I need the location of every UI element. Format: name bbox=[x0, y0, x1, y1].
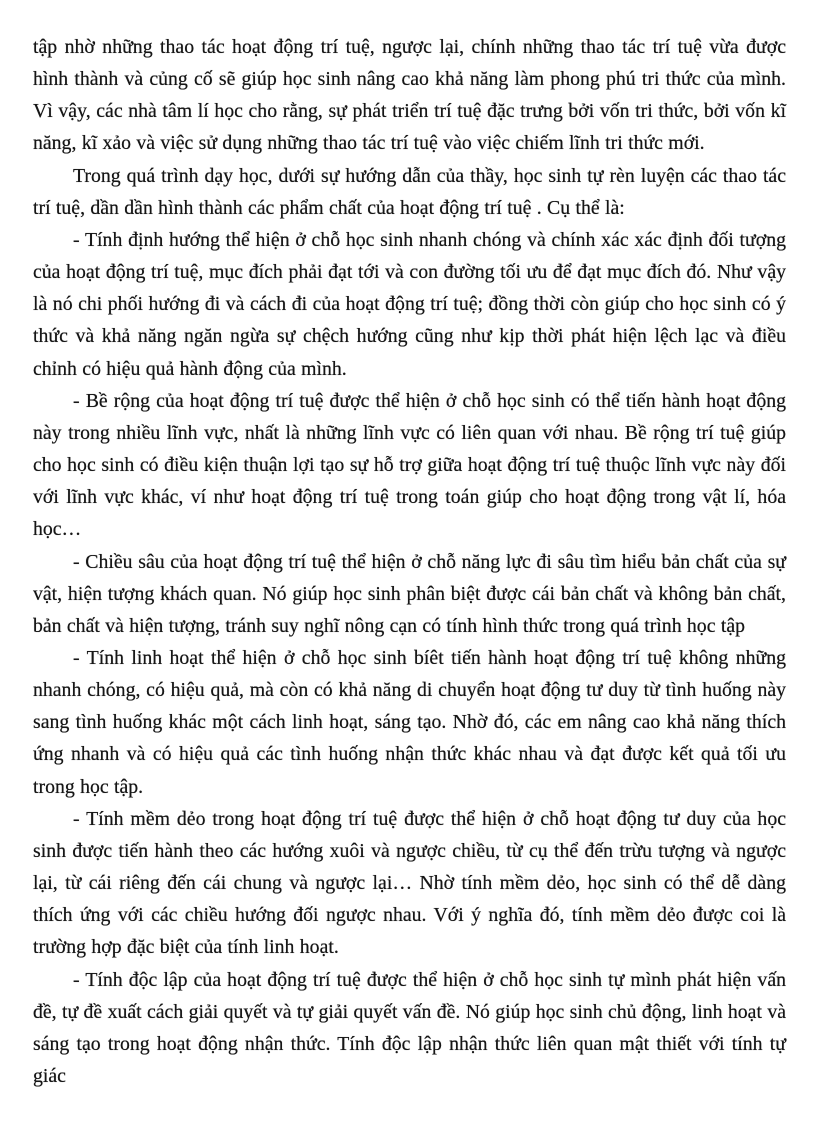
paragraph-continuation: tập nhờ những thao tác hoạt động trí tuệ, ngược lại, chính những thao tác trí tuệ vừa được hình thành và củng cố sẽ giúp học sinh nâng cao khả năng làm phong phú tri thức của mình. Vì vậy, các nhà tâm lí học cho rằng, sự phát triển trí tuệ đặc trưng bởi vốn tri thức, bởi vốn kĩ năng, kĩ xảo và việc sử dụng những thao tác trí tuệ vào việc chiếm lĩnh tri thức mới. bbox=[33, 36, 786, 155]
paragraph-tinh-mem-deo: - Tính mềm dẻo trong hoạt động trí tuệ được thể hiện ở chỗ hoạt động tư duy của học sinh được tiến hành theo các hướng xuôi và ngược chiều, từ cụ thể đến trừu tượng và ngược lại, từ cái riêng đến cái chung và ngược lại… Nhờ tính mềm dẻo, học sinh có thể dễ dàng thích ứng với các chiều hướng đối ngược nhau. Với ý nghĩa đó, tính mềm dẻo được coi là trường hợp đặc biệt của tính linh hoạt. bbox=[33, 807, 786, 959]
paragraph-tinh-dinh-huong: - Tính định hướng thể hiện ở chỗ học sinh nhanh chóng và chính xác xác định đối tượng của hoạt động trí tuệ, mục đích phải đạt tới và con đường tối ưu để đạt mục đích đó. Như vậy là nó chi phối hướng đi và cách đi của hoạt động trí tuệ; đồng thời còn giúp cho học sinh có ý thức và khả năng ngăn ngừa sự chệch hướng cũng như kịp thời phát hiện lệch lạc và điều chỉnh có hiệu quả hành động của mình. bbox=[33, 228, 786, 380]
paragraph-tinh-linh-hoat: - Tính linh hoạt thể hiện ở chỗ học sinh bíêt tiến hành hoạt động trí tuệ không những nhanh chóng, có hiệu quả, mà còn có khả năng di chuyển hoạt động tư duy từ tình huống này sang tình huống khác một cách linh hoạt, sáng tạo. Nhờ đó, các em nâng cao khả năng thích ứng nhanh và có hiệu quả các tình huống nhận thức khác nhau và đạt được kết quả tối ưu trong học tập. bbox=[33, 646, 786, 798]
paragraph-be-rong: - Bề rộng của hoạt động trí tuệ được thể hiện ở chỗ học sinh có thể tiến hành hoạt động này trong nhiều lĩnh vực, nhất là những lĩnh vực có liên quan với nhau. Bề rộng trí tuệ giúp cho học sinh có điều kiện thuận lợi tạo sự hỗ trợ giữa hoạt động trí tuệ thuộc lĩnh vực này đối với lĩnh vực khác, ví như hoạt động trí tuệ trong toán giúp cho hoạt động trong vật lí, hóa học… bbox=[33, 389, 786, 541]
paragraph-intro: Trong quá trình dạy học, dưới sự hướng dẫn của thầy, học sinh tự rèn luyện các thao tác trí tuệ, dần dần hình thành các phẩm chất của hoạt động trí tuệ . Cụ thể là: bbox=[33, 164, 786, 219]
paragraph-chieu-sau: - Chiều sâu của hoạt động trí tuệ thể hiện ở chỗ năng lực đi sâu tìm hiểu bản chất của sự vật, hiện tượng khách quan. Nó giúp học sinh phân biệt được cái bản chất và không bản chất, bản chất và hiện tượng, tránh suy nghĩ nông cạn có tính hình thức trong quá trình học tập bbox=[33, 550, 786, 637]
paragraph-tinh-doc-lap: - Tính độc lập của hoạt động trí tuệ được thể hiện ở chỗ học sinh tự mình phát hiện vấn đề, tự đề xuất cách giải quyết và tự giải quyết vấn đề. Nó giúp học sinh chủ động, linh hoạt và sáng tạo trong hoạt động nhận thức. Tính độc lập nhận thức liên quan mật thiết với tính tự giác bbox=[33, 968, 786, 1087]
